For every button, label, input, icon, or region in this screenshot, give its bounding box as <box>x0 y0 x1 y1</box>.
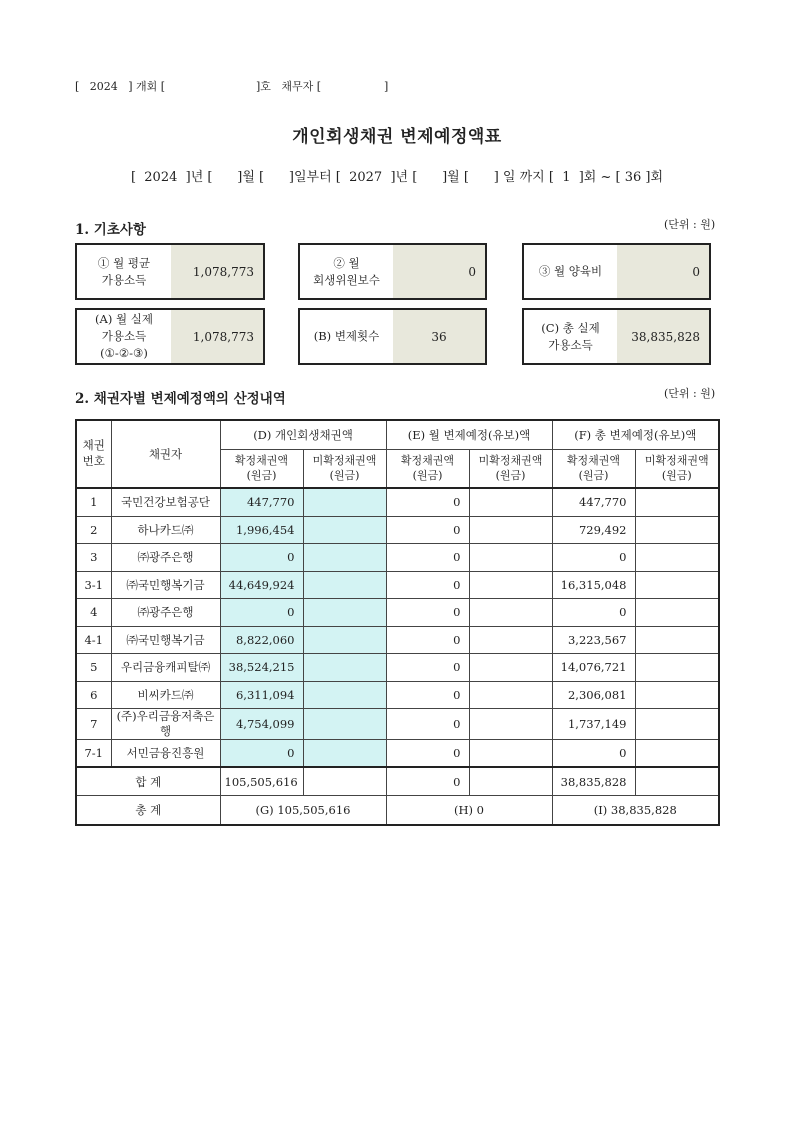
payment-count-box <box>298 308 487 365</box>
section2-unit: (단위 : 원) <box>664 387 716 400</box>
creditor-no-cell: 6 <box>76 681 111 709</box>
e-unconfirmed-cell <box>469 681 552 709</box>
e-confirmed-cell: 0 <box>386 626 469 654</box>
support-cost-value: 0 <box>617 245 709 298</box>
header-d-confirmed: 확정채권액 (원금) <box>220 450 303 489</box>
header-f-unconfirmed: 미확정채권액 (원금) <box>635 450 719 489</box>
e-unconfirmed-cell <box>469 544 552 572</box>
creditor-no-cell: 7-1 <box>76 739 111 767</box>
creditor-name-cell: 우리금융캐피탈㈜ <box>111 654 220 682</box>
creditor-no-cell: 5 <box>76 654 111 682</box>
table-row <box>76 516 719 544</box>
f-confirmed-cell: 0 <box>552 599 635 627</box>
creditor-no-cell: 7 <box>76 709 111 740</box>
e-confirmed-cell: 0 <box>386 739 469 767</box>
d-confirmed-cell: 6,311,094 <box>220 681 303 709</box>
creditor-name-cell: (주)우리금융저축은행 <box>111 709 220 740</box>
d-confirmed-cell: 0 <box>220 544 303 572</box>
total-income-box <box>522 308 711 365</box>
d-confirmed-cell: 0 <box>220 599 303 627</box>
e-confirmed-cell: 0 <box>386 516 469 544</box>
grand-total-i: (I) 38,835,828 <box>552 796 719 826</box>
header-f-confirmed: 확정채권액 (원금) <box>552 450 635 489</box>
creditor-name-cell: ㈜광주은행 <box>111 599 220 627</box>
f-unconfirmed-cell <box>635 488 719 516</box>
e-unconfirmed-cell <box>469 626 552 654</box>
f-confirmed-cell: 447,770 <box>552 488 635 516</box>
d-unconfirmed-cell <box>303 681 386 709</box>
payment-period-line: [ 2024 ]년 [ ]월 [ ]일부터 [ 2027 ]년 [ ]월 [ ] 일 까지 [ 1 ]회 ~ [ 36 ]회 <box>130 170 664 185</box>
d-unconfirmed-cell <box>303 654 386 682</box>
sum-f-confirmed: 38,835,828 <box>552 767 635 796</box>
creditor-name-cell: 비씨카드㈜ <box>111 681 220 709</box>
e-confirmed-cell: 0 <box>386 709 469 740</box>
trustee-fee-box <box>298 243 487 300</box>
e-confirmed-cell: 0 <box>386 488 469 516</box>
e-unconfirmed-cell <box>469 709 552 740</box>
f-confirmed-cell: 3,223,567 <box>552 626 635 654</box>
f-confirmed-cell: 0 <box>552 544 635 572</box>
table-row <box>76 544 719 572</box>
f-unconfirmed-cell <box>635 626 719 654</box>
document-title: 개인회생채권 변제예정액표 <box>292 127 502 147</box>
d-unconfirmed-cell <box>303 571 386 599</box>
sum-e-confirmed: 0 <box>386 767 469 796</box>
sum-d-unconfirmed <box>303 767 386 796</box>
sum-d-confirmed: 105,505,616 <box>220 767 303 796</box>
creditor-no-cell: 2 <box>76 516 111 544</box>
header-group-d: (D) 개인회생채권액 <box>220 420 386 450</box>
f-confirmed-cell: 1,737,149 <box>552 709 635 740</box>
header-creditor: 채권자 <box>111 420 220 488</box>
grand-total-label: 총 계 <box>76 796 220 826</box>
payment-count-label: (B) 변제횟수 <box>313 329 380 344</box>
e-unconfirmed-cell <box>469 571 552 599</box>
d-unconfirmed-cell <box>303 488 386 516</box>
total-income-label: (C) 총 실제 가용소득 <box>541 320 600 352</box>
header-d-unconfirmed: 미확정채권액 (원금) <box>303 450 386 489</box>
creditor-name-cell: 하나카드㈜ <box>111 516 220 544</box>
creditor-name-cell: ㈜광주은행 <box>111 544 220 572</box>
table-row <box>76 488 719 516</box>
section2-title: 2. 채권자별 변제예정액의 산정내역 <box>75 391 286 407</box>
header-group-e: (E) 월 변제예정(유보)액 <box>386 420 552 450</box>
header-group-f: (F) 총 변제예정(유보)액 <box>552 420 719 450</box>
e-confirmed-cell: 0 <box>386 599 469 627</box>
header-e-confirmed: 확정채권액 (원금) <box>386 450 469 489</box>
d-unconfirmed-cell <box>303 709 386 740</box>
monthly-avg-income-value: 1,078,773 <box>171 245 263 298</box>
table-row <box>76 571 719 599</box>
payment-count-value: 36 <box>393 310 485 363</box>
e-unconfirmed-cell <box>469 654 552 682</box>
section1-unit: (단위 : 원) <box>664 218 716 231</box>
table-row <box>76 681 719 709</box>
f-unconfirmed-cell <box>635 654 719 682</box>
f-unconfirmed-cell <box>635 599 719 627</box>
sum-f-unconfirmed <box>635 767 719 796</box>
f-unconfirmed-cell <box>635 739 719 767</box>
f-confirmed-cell: 14,076,721 <box>552 654 635 682</box>
grand-total-g: (G) 105,505,616 <box>220 796 386 826</box>
d-confirmed-cell: 1,996,454 <box>220 516 303 544</box>
creditor-no-cell: 3-1 <box>76 571 111 599</box>
e-confirmed-cell: 0 <box>386 571 469 599</box>
e-confirmed-cell: 0 <box>386 544 469 572</box>
d-confirmed-cell: 447,770 <box>220 488 303 516</box>
creditor-name-cell: 서민금융진흥원 <box>111 739 220 767</box>
creditor-name-cell: ㈜국민행복기금 <box>111 571 220 599</box>
d-unconfirmed-cell <box>303 516 386 544</box>
header-e-unconfirmed: 미확정채권액 (원금) <box>469 450 552 489</box>
f-confirmed-cell: 2,306,081 <box>552 681 635 709</box>
f-unconfirmed-cell <box>635 544 719 572</box>
d-confirmed-cell: 44,649,924 <box>220 571 303 599</box>
e-confirmed-cell: 0 <box>386 654 469 682</box>
d-unconfirmed-cell <box>303 626 386 654</box>
d-confirmed-cell: 38,524,215 <box>220 654 303 682</box>
sum-e-unconfirmed <box>469 767 552 796</box>
f-unconfirmed-cell <box>635 681 719 709</box>
f-unconfirmed-cell <box>635 516 719 544</box>
creditor-name-cell: 국민건강보험공단 <box>111 488 220 516</box>
f-unconfirmed-cell <box>635 571 719 599</box>
case-number-line: [ 2024 ] 개회 [ ]호 채무자 [ ] <box>75 80 389 93</box>
sum-label: 합 계 <box>76 767 220 796</box>
section1-title: 1. 기초사항 <box>75 222 146 238</box>
table-row <box>76 739 719 767</box>
f-confirmed-cell: 0 <box>552 739 635 767</box>
d-confirmed-cell: 8,822,060 <box>220 626 303 654</box>
creditor-no-cell: 4 <box>76 599 111 627</box>
actual-income-box <box>75 308 265 365</box>
creditor-no-cell: 4-1 <box>76 626 111 654</box>
creditor-payment-table <box>75 419 720 826</box>
e-unconfirmed-cell <box>469 488 552 516</box>
f-unconfirmed-cell <box>635 709 719 740</box>
d-unconfirmed-cell <box>303 739 386 767</box>
e-unconfirmed-cell <box>469 599 552 627</box>
total-income-value: 38,835,828 <box>617 310 709 363</box>
actual-income-label: (A) 월 실제 가용소득 (①-②-③) <box>95 312 153 360</box>
d-unconfirmed-cell <box>303 544 386 572</box>
d-confirmed-cell: 4,754,099 <box>220 709 303 740</box>
f-confirmed-cell: 16,315,048 <box>552 571 635 599</box>
e-unconfirmed-cell <box>469 739 552 767</box>
f-confirmed-cell: 729,492 <box>552 516 635 544</box>
e-confirmed-cell: 0 <box>386 681 469 709</box>
support-cost-box <box>522 243 711 300</box>
table-row <box>76 709 719 740</box>
creditor-no-cell: 3 <box>76 544 111 572</box>
header-creditor-no: 채권 번호 <box>76 420 111 488</box>
table-row <box>76 599 719 627</box>
table-row <box>76 626 719 654</box>
e-unconfirmed-cell <box>469 516 552 544</box>
grand-total-h: (H) 0 <box>386 796 552 826</box>
trustee-fee-label: ② 월 회생위원보수 <box>313 255 380 287</box>
support-cost-label: ③ 월 양육비 <box>538 264 603 279</box>
monthly-avg-income-label: ① 월 평균 가용소득 <box>97 255 151 287</box>
trustee-fee-value: 0 <box>393 245 485 298</box>
creditor-no-cell: 1 <box>76 488 111 516</box>
actual-income-value: 1,078,773 <box>171 310 263 363</box>
monthly-avg-income-box <box>75 243 265 300</box>
d-unconfirmed-cell <box>303 599 386 627</box>
table-row <box>76 654 719 682</box>
d-confirmed-cell: 0 <box>220 739 303 767</box>
creditor-name-cell: ㈜국민행복기금 <box>111 626 220 654</box>
